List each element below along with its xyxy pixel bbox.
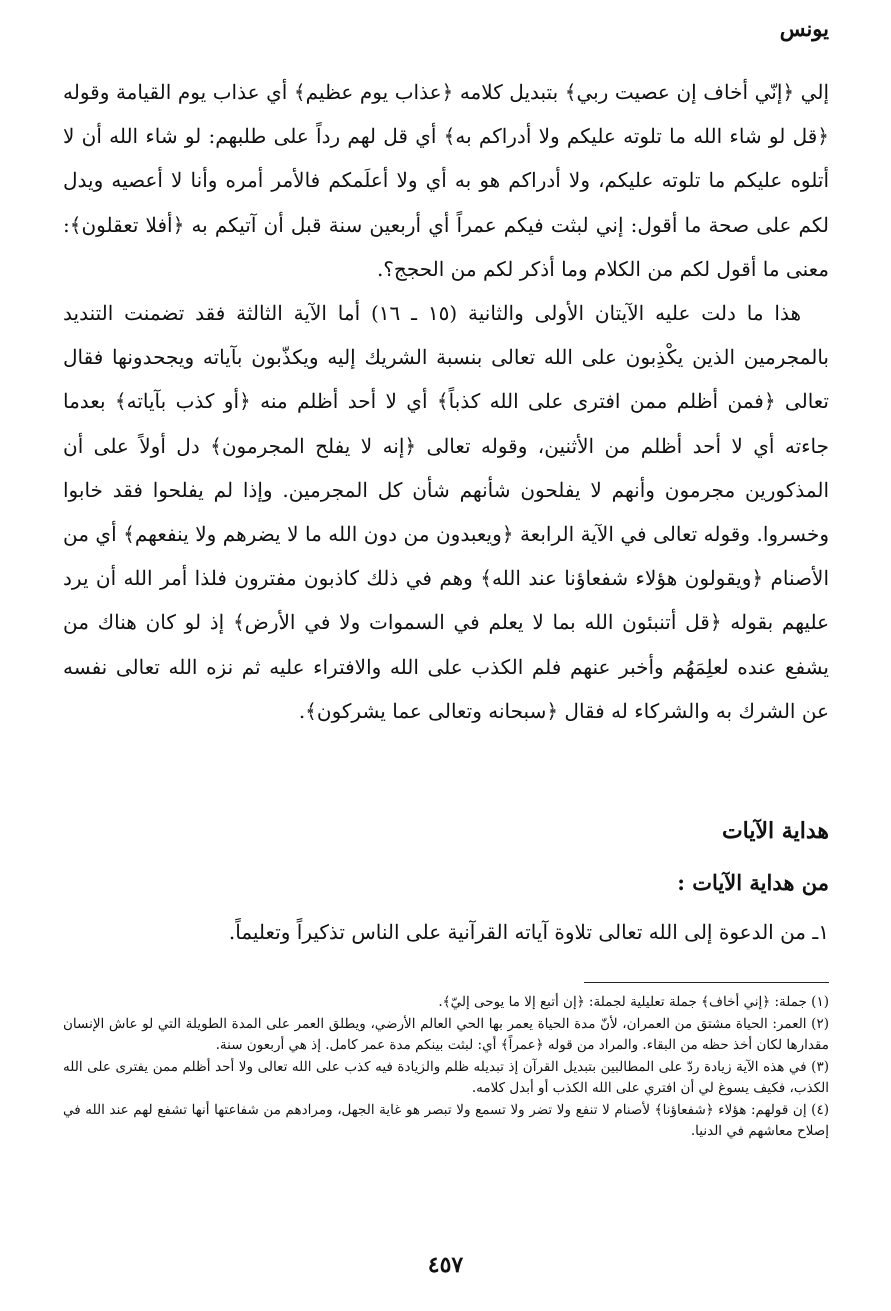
- footnote: (٤) إن قولهم: هؤلاء ﴿شفعاؤنا﴾ لأصنام لا تنفع ولا تضر ولا تسمع ولا تبصر هو غاية الجهل، ومرادهم من شفاعتها أنها تشفع لهم عند الله في إصلاح معاشهم في الدنيا.: [63, 1102, 829, 1139]
- footnote: (١) جملة: ﴿إني أخاف﴾ جملة تعليلية لجملة: ﴿إن أتبع إلا ما يوحى إليّ﴾.: [438, 994, 829, 1010]
- running-title: يونس: [779, 16, 829, 41]
- footnote: (٢) العمر: الحياة مشتق من العمران، لأنّ مدة الحياة يعمر بها الحي العالم الأرضي، ويطلق العمر على المدة الطويلة التي لو عاش الإنسان مقدارها لكان أخذ حظه من البقاء. والمراد من قوله ﴿عمراً﴾ أي: لبثت بينكم مدة عمر كامل. إذ هي أربعون سنة.: [63, 1016, 829, 1053]
- footnote: (٣) في هذه الآية زيادة ردّ على المطالبين بتبديل القرآن إذ تبديله ظلم والزيادة فيه كذب على الله تعالى ولا أحد أظلم ممن يفترى على الله الكذب، فكيف يسوغ لي أن افتري على الله الكذب أو أبدل كلامه.: [63, 1059, 829, 1096]
- footnotes: [63, 992, 829, 1143]
- footnote-divider: [584, 982, 829, 983]
- section-heading: هداية الآيات: [721, 818, 829, 844]
- paragraph: هذا ما دلت عليه الآيتان الأولى والثانية (١٥ ـ ١٦) أما الآية الثالثة فقد تضمنت التنديد بالمجرمين الذين يكْذِبون على الله تعالى بنسبة الشريك إليه ويكذّبون بآياته ويجحدونها فقال تعالى ﴿فمن أظلم ممن افترى على الله كذباً﴾ أي لا أحد أظلم منه ﴿أو كذب بآياته﴾ بعدما جاءته أي لا أحد أظلم من الأثنين، وقوله تعالى ﴿إنه لا يفلح المجرمون﴾ دل أولاً على أن المذكورين مجرمون وأنهم لا يفلحون شأنهم شأن كل المجرمين. وإذا لم يفلحوا فقد خابوا وخسروا. وقوله تعالى في الآية الرابعة ﴿ويعبدون من دون الله ما لا يضرهم ولا ينفعهم﴾ أي من الأصنام ﴿ويقولون هؤلاء شفعاؤنا عند الله﴾ وهم في ذلك كاذبون مفترون فلذا أمر الله أن يرد عليهم بقوله ﴿قل أتنبئون الله بما لا يعلم في السموات ولا في الأرض﴾ إذ لو كان هناك من يشفع عنده لعلِمَهُم وأخبر عنهم فلم الكذب على الله والافتراء عليه ثم نزه الله تعالى نفسه عن الشرك به والشركاء له فقال ﴿سبحانه وتعالى عما يشركون﴾.: [63, 301, 829, 723]
- page-number: ٤٥٧: [427, 1252, 464, 1278]
- guidance-item: ١ـ من الدعوة إلى الله تعالى تلاوة آياته القرآنية على الناس تذكيراً وتعليماً.: [228, 920, 829, 944]
- paragraph: إلي ﴿إنّي أخاف إن عصيت ربي﴾ بتبديل كلامه ﴿عذاب يوم عظيم﴾ أي عذاب يوم القيامة وقوله ﴿قل لو شاء الله ما تلوته عليكم ولا أدراكم به﴾ أي قل لهم رداً على طلبهم: لو شاء الله أن لا أتلوه عليكم ما تلوته عليكم، ولا أدراكم هو به أي ولا أعلَمكم فالأمر أمره وأنا لا أعصيه ويدل لكم على صحة ما أقول: إني لبثت فيكم عمراً أي أربعين سنة قبل أن آتيكم به ﴿أفلا تعقلون﴾: معنى ما أقول لكم من الكلام وما أذكر لكم من الحجج؟.: [63, 80, 829, 281]
- main-text: [63, 70, 829, 733]
- section-subheading: من هداية الآيات :: [677, 870, 829, 895]
